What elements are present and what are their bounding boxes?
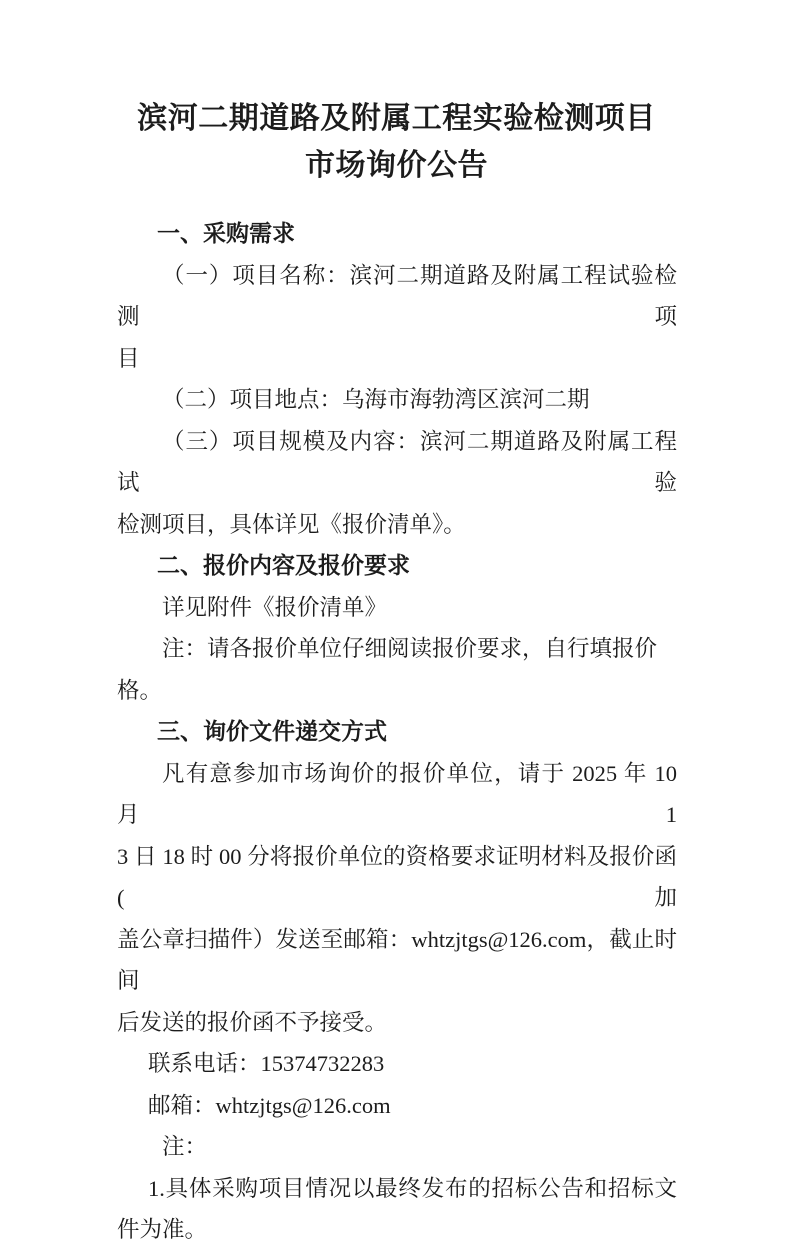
- document-page: [0, 95, 793, 1242]
- document-line: （三）项目规模及内容：滨河二期道路及附属工程试验: [117, 428, 677, 495]
- document-title-line-1: 滨河二期道路及附属工程实验检测项目: [137, 102, 656, 135]
- document-line: 联系电话：15374732283: [148, 1051, 385, 1076]
- document-line: 三、询价文件递交方式: [157, 718, 387, 744]
- document-line: 二、报价内容及报价要求: [157, 552, 410, 578]
- document-title: [0, 95, 793, 189]
- document-line: 后发送的报价函不予接受。: [117, 1009, 388, 1035]
- document-line: 检测项目，具体详见《报价清单》。: [117, 511, 466, 537]
- document-line: 注：请各报价单位仔细阅读报价要求，自行填报价格。: [117, 636, 658, 703]
- document-line: 一、采购需求: [157, 220, 295, 246]
- document-body: [117, 213, 683, 1251]
- document-line: 盖公章扫描件）发送至邮箱：whtzjtgs@126.com，截止时间: [117, 926, 677, 993]
- document-line: （一）项目名称：滨河二期道路及附属工程试验检测项: [117, 262, 677, 329]
- document-line: 件为准。: [117, 1217, 208, 1242]
- document-line: 详见附件《报价清单》: [162, 594, 388, 620]
- document-line: 1.具体采购项目情况以最终发布的招标公告和招标文: [148, 1175, 677, 1201]
- document-line: 凡有意参加市场询价的报价单位，请于 2025 年 10 月 1: [117, 760, 683, 827]
- document-line: 目: [117, 345, 140, 371]
- document-line: 邮箱：whtzjtgs@126.com: [148, 1092, 391, 1118]
- document-line: （二）项目地点：乌海市海勃湾区滨河二期: [162, 387, 590, 412]
- document-line: 注：: [162, 1134, 208, 1159]
- document-title-line-2: 市场询价公告: [305, 149, 488, 182]
- document-line: 3 日 18 时 00 分将报价单位的资格要求证明材料及报价函(加: [117, 843, 677, 910]
